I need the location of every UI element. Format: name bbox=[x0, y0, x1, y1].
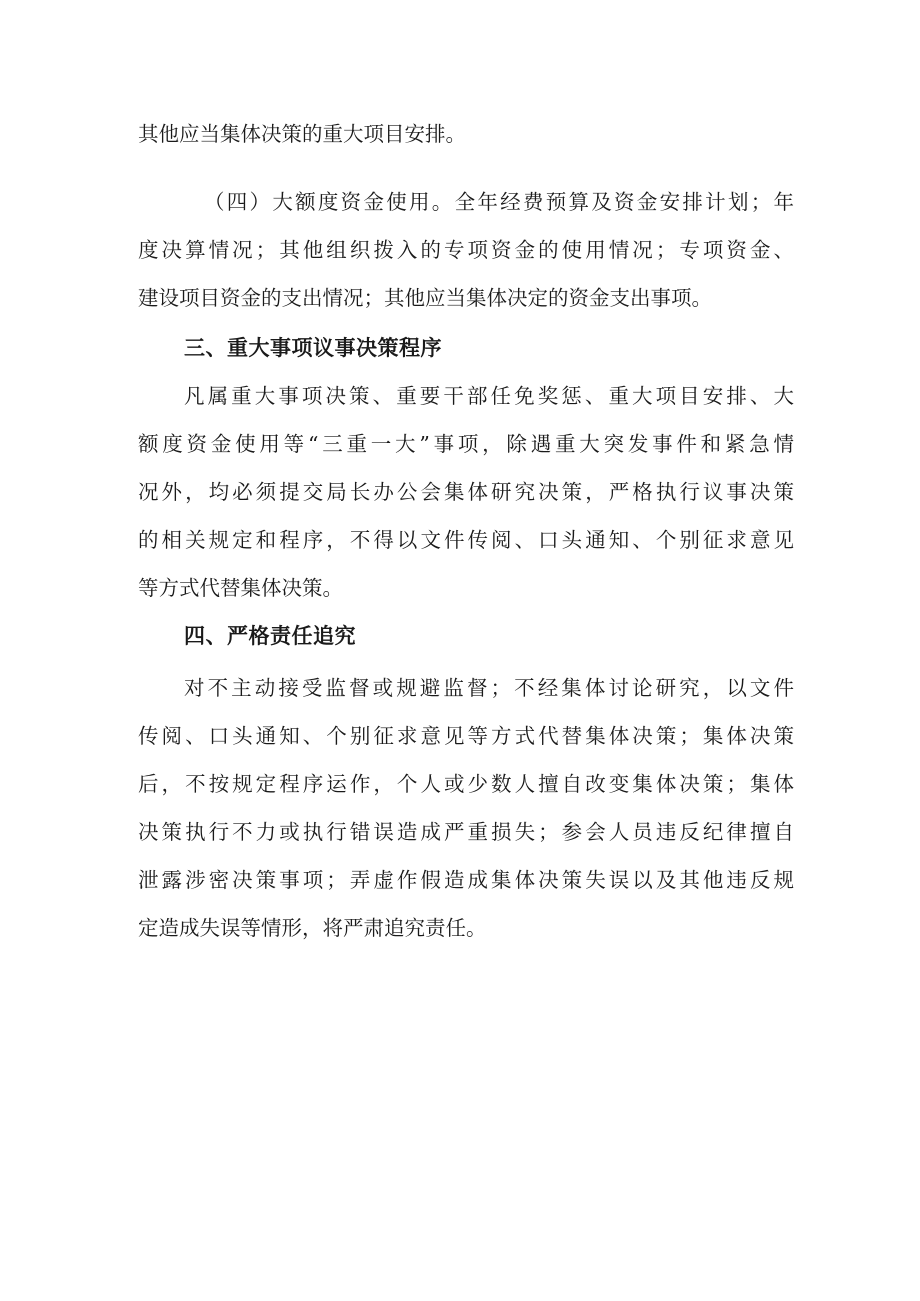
paragraph-line: 况外，均必须提交局长办公会集体研究决策，严格执行议事决策 bbox=[138, 480, 794, 504]
paragraph-line: 的相关规定和程序，不得以文件传阅、口头通知、个别征求意见 bbox=[138, 528, 794, 552]
paragraph-line: 其他应当集体决策的重大项目安排。 bbox=[138, 122, 466, 146]
paragraph-line: 等方式代替集体决策。 bbox=[138, 576, 343, 600]
paragraph-line: 对不主动接受监督或规避监督；不经集体讨论研究，以文件 bbox=[184, 676, 794, 700]
section-four-paragraph bbox=[138, 664, 794, 952]
section-four-heading-block bbox=[138, 612, 794, 660]
paragraph-line: （四）大额度资金使用。全年经费预算及资金安排计划；年 bbox=[204, 190, 794, 214]
paragraph-line: 凡属重大事项决策、重要干部任免奖惩、重大项目安排、大 bbox=[184, 384, 794, 408]
item-four-paragraph bbox=[138, 178, 794, 322]
paragraph-line: 后，不按规定程序运作，个人或少数人擅自改变集体决策；集体 bbox=[138, 772, 794, 796]
paragraph-line: 度决算情况；其他组织拨入的专项资金的使用情况；专项资金、 bbox=[138, 238, 794, 262]
section-three-heading-block bbox=[138, 324, 794, 372]
paragraph-line: 传阅、口头通知、个别征求意见等方式代替集体决策；集体决策 bbox=[138, 724, 794, 748]
section-heading: 三、重大事项议事决策程序 bbox=[184, 336, 442, 360]
paragraph-line: 额度资金使用等“三重一大”事项，除遇重大突发事件和紧急情 bbox=[138, 432, 794, 456]
paragraph-line: 建设项目资金的支出情况；其他应当集体决定的资金支出事项。 bbox=[138, 286, 712, 310]
paragraph-line: 决策执行不力或执行错误造成严重损失；参会人员违反纪律擅自 bbox=[138, 820, 794, 844]
paragraph-line: 泄露涉密决策事项；弄虚作假造成集体决策失误以及其他违反规 bbox=[138, 868, 794, 892]
section-three-paragraph bbox=[138, 372, 794, 612]
section-heading: 四、严格责任追究 bbox=[184, 624, 356, 648]
continuation-paragraph bbox=[138, 110, 794, 158]
paragraph-line: 定造成失误等情形，将严肃追究责任。 bbox=[138, 916, 487, 940]
